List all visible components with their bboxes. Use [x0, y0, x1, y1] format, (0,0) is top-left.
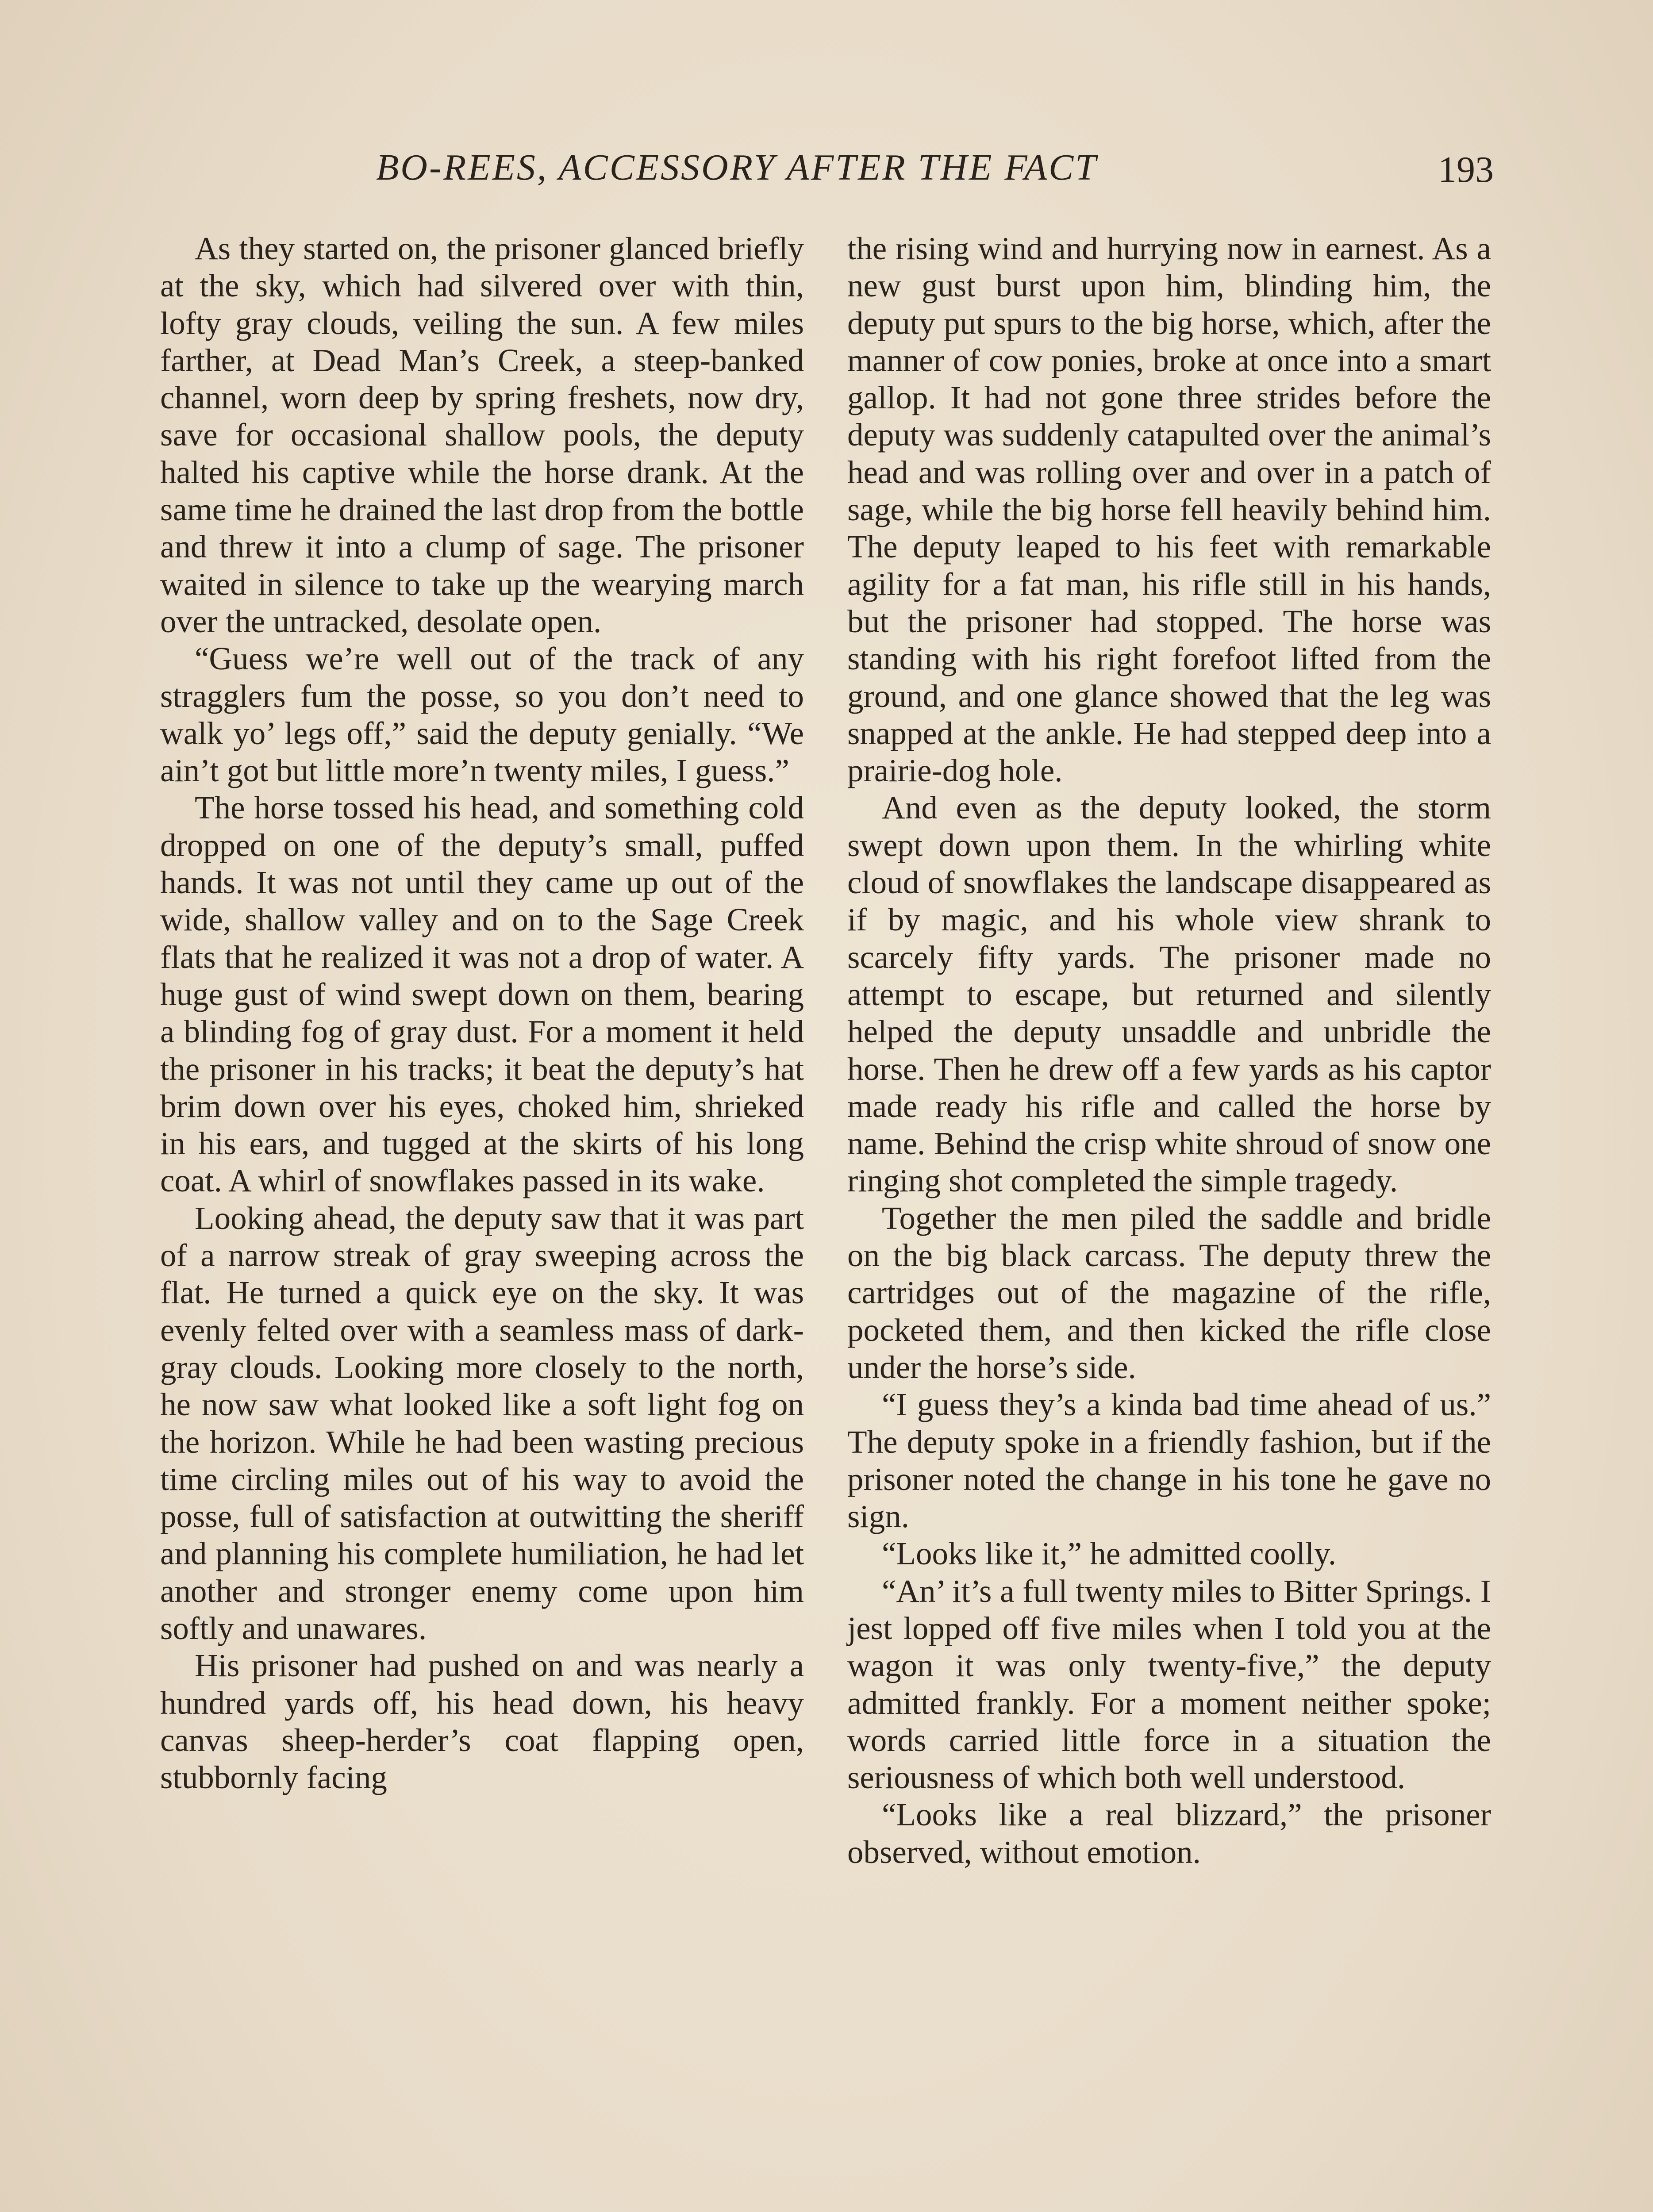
paragraph: “Guess we’re well out of the track of any stragglers fum the posse, so you don’t need to walk yo’ legs off,” said the deputy genially. “We ain’t got but little more’n twenty miles, I guess.”: [160, 641, 804, 789]
page-number: 193: [1438, 149, 1494, 190]
paragraph: And even as the deputy looked, the storm swept down upon them. In the whirling white cloud of snowflakes the landscape disappeared as if by magic, and his whole view shrank to scarcely fifty yards. The prisoner made no attempt to escape, but returned and silently helped the deputy unsaddle and unbridle the horse. Then he drew off a few yards as his captor made ready his rifle and called the horse by name. Behind the crisp white shroud of snow one ringing shot completed the simple tragedy.: [847, 790, 1491, 1199]
paragraph: Looking ahead, the deputy saw that it was part of a narrow streak of gray sweeping across the flat. He turned a quick eye on the sky. It was evenly felted over with a seamless mass of dark-gray clouds. Looking more closely to the north, he now saw what looked like a soft light fog on the horizon. While he had been wasting precious time circling miles out of his way to avoid the posse, full of satisfaction at outwitting the sheriff and planning his complete humiliation, he had let another and stronger enemy come upon him softly and unawares.: [160, 1200, 804, 1646]
running-title: BO-REES, ACCESSORY AFTER THE FACT: [376, 147, 1098, 188]
paragraph-continued: the rising wind and hurrying now in earnest. As a new gust burst upon him, blinding him, the deputy put spurs to the big horse, which, after the manner of cow ponies, broke at once into a smart gallop. It had not gone three strides before the deputy was suddenly catapulted over the animal’s head and was rolling over and over in a patch of sage, while the big horse fell heavily behind him. The deputy leaped to his feet with remarkable agility for a fat man, his rifle still in his hands, but the prisoner had stopped. The horse was standing with his right forefoot lifted from the ground, and one glance showed that the leg was snapped at the ankle. He had stepped deep into a prairie-dog hole.: [847, 230, 1491, 789]
paragraph: “Looks like a real blizzard,” the prisoner observed, without emotion.: [847, 1797, 1491, 1870]
paragraph: “An’ it’s a full twenty miles to Bitter Springs. I jest lopped off five miles when I told you at the wagon it was only twenty-five,” the deputy admitted frankly. For a moment neither spoke; words carried little force in a situation the seriousness of which both well understood.: [847, 1573, 1491, 1796]
right-column: [847, 230, 1491, 1871]
paragraph: As they started on, the prisoner glanced briefly at the sky, which had silvered over with thin, lofty gray clouds, veiling the sun. A few miles farther, at Dead Man’s Creek, a steep-banked channel, worn deep by spring freshets, now dry, save for occasional shallow pools, the deputy halted his captive while the horse drank. At the same time he drained the last drop from the bottle and threw it into a clump of sage. The prisoner waited in silence to take up the wearying march over the untracked, desolate open.: [160, 230, 804, 639]
paragraph: “Looks like it,” he admitted coolly.: [882, 1536, 1337, 1572]
paragraph: The horse tossed his head, and something cold dropped on one of the deputy’s small, puffed hands. It was not until they came up out of the wide, shallow valley and on to the Sage Creek flats that he realized it was not a drop of water. A huge gust of wind swept down on them, bearing a blinding fog of gray dust. For a moment it held the prisoner in his tracks; it beat the deputy’s hat brim down over his eyes, choked him, shrieked in his ears, and tugged at the skirts of his long coat. A whirl of snowflakes passed in its wake.: [160, 790, 804, 1199]
paragraph: “I guess they’s a kinda bad time ahead of us.” The deputy spoke in a friendly fashion, but if the prisoner noted the change in his tone he gave no sign.: [847, 1386, 1491, 1535]
left-column: [160, 230, 804, 1796]
paragraph: Together the men piled the saddle and bridle on the big black carcass. The deputy threw the cartridges out of the magazine of the rifle, pocketed them, and then kicked the rifle close under the horse’s side.: [847, 1200, 1491, 1385]
paragraph: His prisoner had pushed on and was nearly a hundred yards off, his head down, his heavy canvas sheep-herder’s coat flapping open, stubbornly facing: [160, 1647, 804, 1796]
